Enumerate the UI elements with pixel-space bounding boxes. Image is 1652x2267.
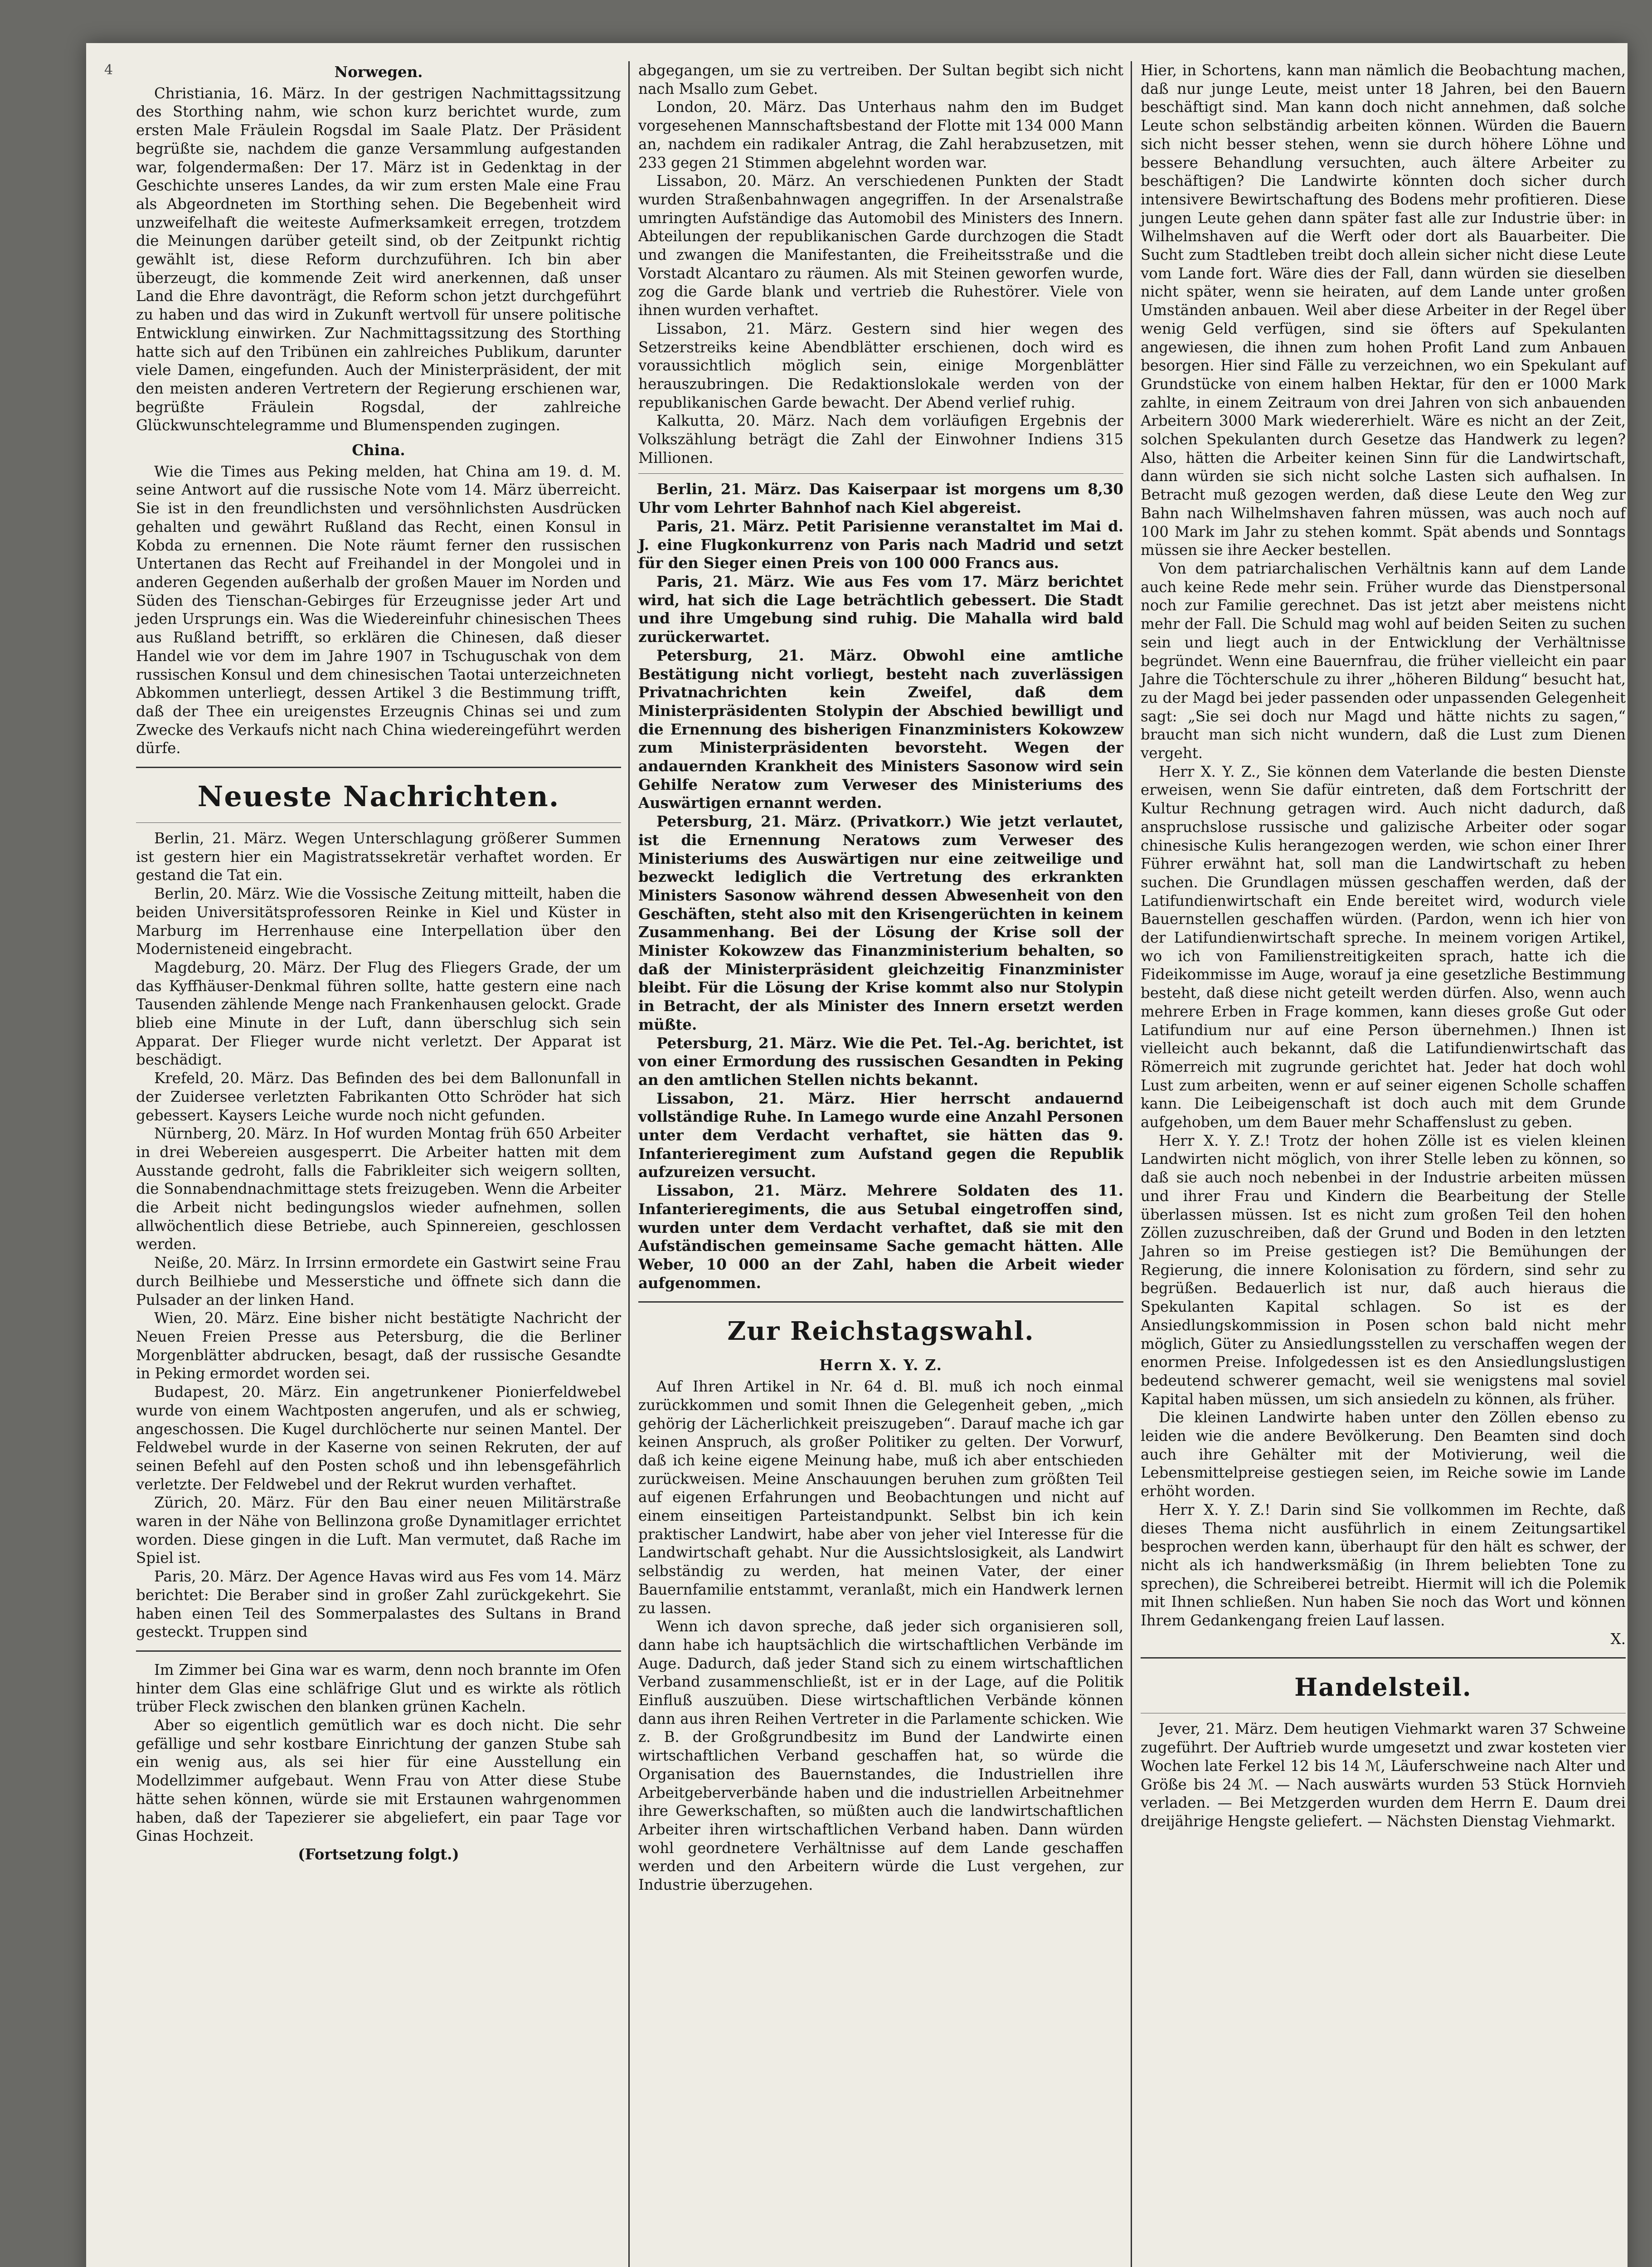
telegram-item: Berlin, 21. März. Das Kaiserpaar ist morgens um 8,30 Uhr vom Lehrter Bahnhof nach Kiel abgereist.: [638, 481, 1123, 517]
news-item: Krefeld, 20. März. Das Befinden des bei dem Ballonunfall in der Zuidersee verletzten Fabrikanten Otto Schröder hat sich gebessert. Kaysers Leiche wurde noch nicht gefunden.: [136, 1070, 621, 1124]
section-rule: [136, 767, 621, 768]
article-paragraph: Christiania, 16. März. In der gestrigen Nachmittagssitzung des Storthing nahm, wie schon kurz berichtet wurde, zum ersten Male Fräulein Rogsdal im Saale Platz. Der Präsident begrüßte sie, nachdem die ganze Versammlung aufgestanden war, folgendermaßen: Der 17. März ist in Gedenktag in der Geschichte unseres Landes, da wir zum ersten Male eine Frau als Abgeordneten im Storthing sehen. Die Begebenheit wird unzweifelhaft die weiteste Aufmerksamkeit erregen, trotzdem die Meinungen darüber geteilt sind, ob der Zeitpunkt richtig gewählt ist, diese Reform durchzuführen. Ich bin aber überzeugt, die kommende Zeit wird anerkennen, daß unser Land die Ehre davonträgt, die Reform schon jetzt durchgeführt zu haben und das wird in Zukunft wertvoll für unsere politische Entwicklung einwirken. Zur Nachmittagssitzung des Storthing hatte sich auf den Tribünen ein zahlreiches Publikum, darunter viele Damen, eingefunden. Auch der Ministerpräsident, der mit den meisten anderen Vertretern der Regierung erschienen war, begrüßte Fräulein Rogsdal, der zahlreiche Glückwunschtelegramme und Blumenspenden zugingen.: [136, 84, 621, 434]
section-rule: [136, 1650, 621, 1652]
feuilleton-paragraph: Im Zimmer bei Gina war es warm, denn noch brannte im Ofen hinter dem Glas eine schläfrige Glut und es wirkte als rötlich trüber Fleck zwischen den blanken grünen Kacheln.: [136, 1661, 621, 1716]
article-paragraph: Auf Ihren Artikel in Nr. 64 d. Bl. muß ich noch einmal zurückkommen und somit Ihnen die Gelegenheit geben, „mich gehörig der Lächerlichkeit preiszugeben“. Darauf mache ich gar keinen Anspruch, als großer Politiker zu gelten. Der Vorwurf, daß ich keine eigene Meinung habe, muß ich aber entschieden zurückweisen. Meine Anschauungen beruhen zum größten Teil auf eigenen Erfahrungen und Beobachtungen und nicht auf einem einseitigen Parteistandpunkt. Selbst bin ich kein praktischer Landwirt, habe aber von jeher viel Interesse für die Landwirtschaft gehabt. Nur die Aussichtslosigkeit, als Landwirt selbständig zu werden, hat meinen Vater, der einer Bauernfamilie entstammt, veranlaßt, mich ein Handwerk lernen zu lassen.: [638, 1378, 1123, 1617]
market-report: Jever, 21. März. Dem heutigen Viehmarkt waren 37 Schweine zugeführt. Der Auftrieb wurde umgesetzt und zwar kosteten vier Wochen late Ferkel 12 bis 14 ℳ, Läuferschweine nach Alter und Größe bis 24 ℳ. — Nach auswärts wurden 53 Stück Hornvieh verladen. — Bei Metzgerden wurden dem Herrn E. Daum drei dreijährige Hengste geliefert. — Nächsten Dienstag Viehmarkt.: [1141, 1720, 1626, 1830]
section-heading-china: China.: [352, 442, 405, 459]
news-item: Nürnberg, 20. März. In Hof wurden Montag früh 650 Arbeiter in drei Webereien ausgesperrt. Die Arbeiter hatten mit dem Ausstande gedroht, falls die Fabrikleiter sich weigern sollten, die Sonnabendnachmittage stets freizugeben. Wenn die Arbeiter die Arbeit nicht bedingungslos wieder aufnehmen, sollen allwöchentlich diese Betriebe, auch Spinnereien, geschlossen werden.: [136, 1125, 621, 1253]
section-rule: [1141, 1657, 1626, 1659]
news-item: abgegangen, um sie zu vertreiben. Der Sultan begibt sich nicht nach Msallo zum Gebet.: [638, 62, 1123, 97]
masthead-trade: Handelsteil.: [1294, 1673, 1472, 1702]
article-paragraph: Die kleinen Landwirte haben unter den Zöllen ebenso zu leiden wie die andere Bevölkerung. Den Beamten sind doch auch ihre Gehälter mit der Motivierung, weil die Lebensmittelpreise gestiegen seien, im Reiche sowie im Lande erhöht worden.: [1141, 1409, 1626, 1500]
divider: [638, 473, 1123, 474]
feuilleton-paragraph: Aber so eigentlich gemütlich war es doch nicht. Die sehr gefällige und sehr kostbare Einrichtung der ganzen Stube sah ein wenig aus, als sei hier für eine Ausstellung ein Modellzimmer aufgebaut. Wenn Frau von Atter diese Stube hätte sehen können, würde sie mit Erstaunen wahrgenommen haben, daß der Tapezierer sie abgeliefert, ein paar Tage vor Ginas Hochzeit.: [136, 1717, 621, 1845]
masthead-latest-news: Neueste Nachrichten.: [197, 780, 560, 813]
news-item: Paris, 20. März. Der Agence Havas wird aus Fes vom 14. März berichtet: Die Beraber sind in großer Zahl zurückgekehrt. Sie haben einen Teil des Sommerpalastes des Sultans in Brand gesteckt. Truppen sind: [136, 1568, 621, 1641]
news-item: Magdeburg, 20. März. Der Flug des Fliegers Grade, der um das Kyffhäuser-Denkmal führen sollte, hatte gestern eine nach Tausenden zählende Menge nach Frankenhausen gelockt. Grade blieb eine Minute in der Luft, dann überschlug sich sein Apparat. Der Flieger wurde nicht verletzt. Der Apparat ist beschädigt.: [136, 958, 621, 1069]
article-addressee: Herrn X. Y. Z.: [819, 1357, 943, 1374]
column-1: [104, 61, 621, 1864]
telegram-item: Petersburg, 21. März. Obwohl eine amtliche Bestätigung nicht vorliegt, besteht nach zuverlässigen Privatnachrichten kein Zweifel, daß dem Ministerpräsidenten Stolypin der Abschied bewilligt und die Ernennung des bisherigen Finanzministers Kokowzew zum Ministerpräsidenten bevorsteht. Wegen der andauernden Krankheit des Ministers Sasonow wird sein Gehilfe Neratow zum Verweser des Ministeriums des Auswärtigen ernannt werden.: [638, 647, 1123, 812]
news-item: Wien, 20. März. Eine bisher nicht bestätigte Nachricht der Neuen Freien Presse aus Petersburg, die die Berliner Morgenblätter abdrucken, besagt, daß der russische Gesandte in Peking ermordet worden sei.: [136, 1309, 621, 1382]
news-item: Lissabon, 21. März. Gestern sind hier wegen des Setzerstreiks keine Abendblätter erschienen, doch wird es voraussichtlich möglich sein, einige Morgenblätter herauszubringen. Die Redaktionslokale werden von der republikanischen Garde bewacht. Der Abend verlief ruhig.: [638, 320, 1123, 411]
article-paragraph: Hier, in Schortens, kann man nämlich die Beobachtung machen, daß nur junge Leute, meist unter 18 Jahren, bei den Bauern beschäftigt sind. Man kann doch nicht annehmen, daß solche Leute schon selbständig arbeiten können. Würden die Bauern sich nicht besser stehen, wenn sie durch höhere Löhne und bessere Behandlung versuchten, auch ältere Arbeiter zu beschäftigen? Die Landwirte könnten doch sicher durch intensivere Bewirtschaftung des Bodens mehr profitieren. Diese jungen Leute gehen dann später fast alle zur Industrie über: in Wilhelmshaven auf die Werft oder dort als Bauarbeiter. Die Sucht zum Stadtleben treibt doch allein sicher nicht diese Leute vom Lande fort. Wäre dies der Fall, dann würden sie dieselben nicht später, wenn sie heiraten, auf dem Lande unter großen Umständen anbauen. Weil aber diese Arbeiter in der Regel über wenig Geld verfügen, sind sie öfters auf Spekulanten angewiesen, die ihnen zum hohen Profit Land zum Anbauen besorgen. Hier sind Fälle zu verzeichnen, wo ein Spekulant auf Grundstücke von einem halben Hektar, für den er 1000 Mark zahlte, in einem Zeitraum von drei Jahren von sich anbauenden Arbeitern 3000 Mark wiedererhielt. Wäre es nicht an der Zeit, solchen Spekulanten durch Gesetze das Handwerk zu legen? Also, hätten die Arbeiter keinen Sinn für die Landwirtschaft, dann würden sie sich nicht solche Lasten sich aufhalsen. In Betracht muß gezogen werden, daß diese Leute den Weg zur Bahn nach Wilhelmshaven fahren müssen, was auch noch auf 100 Mark im Jahr zu stehen kommt. Spät abends und Sonntags müssen sie ihre Aecker bestellen.: [1141, 62, 1626, 559]
telegram-item: Paris, 21. März. Petit Parisienne veranstaltet im Mai d. J. eine Flugkonkurrenz von Paris nach Madrid und setzt für den Sieger einen Preis von 100 000 Francs aus.: [638, 517, 1123, 572]
news-item: London, 20. März. Das Unterhaus nahm den im Budget vorgesehenen Mannschaftsbestand der Flotte mit 134 000 Mann an, nachdem ein radikaler Antrag, die Zahl herabzusetzen, mit 233 gegen 21 Stimmen abgelehnt worden war.: [638, 98, 1123, 171]
column-divider: [628, 61, 630, 2267]
section-heading-norway: Norwegen.: [334, 63, 423, 81]
article-paragraph: Herr X. Y. Z.! Darin sind Sie vollkommen im Rechte, daß dieses Thema nicht ausführlich in einem Zeitungsartikel besprochen werden kann, überhaupt für den hält es schwer, der nicht als ich handwerksmäßig (in Ihrem beliebten Tone zu sprechen), die Schreiberei betreibt. Hiermit will ich die Polemik mit Ihnen schließen. Nun haben Sie noch das Wort und können Ihrem Gedankengang freien Lauf lassen.: [1141, 1501, 1626, 1630]
column-2: [638, 61, 1123, 1894]
news-item: Berlin, 21. März. Wegen Unterschlagung größerer Summen ist gestern hier ein Magistratssekretär verhaftet worden. Er gestand die Tat ein.: [136, 830, 621, 884]
page-number: 4: [104, 62, 113, 78]
news-item: Lissabon, 20. März. An verschiedenen Punkten der Stadt wurden Straßenbahnwagen angegriffen. In der Arsenalstraße umringten Aufständige das Automobil des Ministers des Innern. Abteilungen der republikanischen Garde durchzogen die Stadt und zwangen die Manifestanten, die Freiheitsstraße und die Vorstadt Alcantaro zu räumen. Als mit Steinen geworfen wurde, zog die Garde blank und vertrieb die Ruhestörer. Viele von ihnen wurden verhaftet.: [638, 172, 1123, 319]
telegram-item: Petersburg, 21. März. (Privatkorr.) Wie jetzt verlautet, ist die Ernennung Neratows zum Verweser des Ministeriums des Auswärtigen nur eine zeitweilige und bezweckt lediglich die Vertretung des erkrankten Ministers Sasonow während dessen Abwesenheit von den Geschäften, steht also mit den Krisengerüchten in keinem Zusammenhang. Bei der Lösung der Krise soll der Minister Kokowzew das Finanzministerium behalten, so daß der Ministerpräsident gleichzeitig Finanzminister bleibt. Für die Lösung der Krise kommt also nur Stolypin in Betracht, der als Minister des Innern ersetzt werden müßte.: [638, 813, 1123, 1033]
section-rule: [638, 1301, 1123, 1303]
news-item: Budapest, 20. März. Ein angetrunkener Pionierfeldwebel wurde von einem Wachtposten angerufen, und als er schwieg, angeschossen. Die Kugel durchlöcherte nur seinen Mantel. Der Feldwebel wurde in der Kaserne von seinen Rekruten, der auf seinen Befehl auf den Posten schoß und ihn lebensgefährlich verletzte. Der Feldwebel und der Rekrut wurden verhaftet.: [136, 1383, 621, 1493]
telegram-item: Paris, 21. März. Wie aus Fes vom 17. März berichtet wird, hat sich die Lage beträchtlich gebessert. Die Stadt und ihre Umgebung sind ruhig. Die Mahalla wird bald zurückerwartet.: [638, 573, 1123, 646]
article-signature: X.: [1610, 1630, 1626, 1648]
article-paragraph: Wie die Times aus Peking melden, hat China am 19. d. M. seine Antwort auf die russische Note vom 14. März überreicht. Sie ist in den freundlichsten und versöhnlichsten Ausdrücken gehalten und gewährt Rußland das Recht, einen Konsul in Kobda zu ernennen. Die Note räumt ferner den russischen Untertanen das Recht auf Freihandel in der Mongolei und in anderen Gegenden außerhalb der großen Mauer im Norden und Süden des Tienschan-Gebirges für Erzeugnisse jeder Art und jeden Ursprungs ein. Was die Wiedereinfuhr chinesischen Thees aus Rußland betrifft, so erklären die Chinesen, daß dieser Handel wie vor dem im Jahre 1907 in Tschuguschak von dem russischen Konsul und dem chinesischen Taotai unterzeichneten Abkommen unterliegt, dessen Artikel 3 die Bestimmung trifft, daß der Thee ein ureigenstes Erzeugnis Chinas sei und zum Zwecke des Verkaufs nicht nach China wiedereingeführt werden dürfe.: [136, 462, 621, 757]
article-paragraph: Herr X. Y. Z., Sie können dem Vaterlande die besten Dienste erweisen, wenn Sie dafür eintreten, daß dem Fortschritt der Kultur Rechnung getragen wird. Auch nicht dadurch, daß anspruchslose russische und galizische Arbeiter oder sogar chinesische Kulis herangezogen werden, wie schon einer Ihrer Führer erwähnt hat, soll man die Landwirtschaft zu heben suchen. Die Grundlagen müssen geschaffen werden, daß der Latifundienwirtschaft ein Ende bereitet wird, wodurch viele Bauernstellen geschaffen würden. (Pardon, wenn ich hier von der Latifundienwirtschaft spreche. In meinem vorigen Artikel, wo ich von Familienstreitigkeiten sprach, hatte ich die Fideikommisse im Auge, worauf ja eine gesetzliche Bestimmung besteht, daß diese nicht geteilt werden dürfen. Also, wenn auch mehrere Erben in Frage kommen, kann dieses große Gut oder Latifundium nur auf eine Person übernehmen.) Ihnen ist vielleicht auch bekannt, daß die Latifundienwirtschaft das Römerreich mit zugrunde gerichtet hat. Jeder hat doch wohl Lust zum arbeiten, wenn er auf seiner eigenen Scholle schaffen kann. Die Leibeigenschaft ist doch auch mit dem Grunde aufgehoben, um dem Bauer mehr Schaffenslust zu geben.: [1141, 763, 1626, 1131]
news-item: Neiße, 20. März. In Irrsinn ermordete ein Gastwirt seine Frau durch Beilhiebe und Messerstiche und öffnete sich dann die Pulsader an der linken Hand.: [136, 1254, 621, 1309]
article-paragraph: Von dem patriarchalischen Verhältnis kann auf dem Lande auch keine Rede mehr sein. Früher wurde das Dienstpersonal noch zur Familie gerechnet. Das ist jetzt aber meistens nicht mehr der Fall. Die Schuld mag wohl auf beiden Seiten zu suchen sein und liegt auch in der Entwicklung der Verhältnisse begründet. Wenn eine Bauernfrau, die früher vielleicht ein paar Jahre die Töchterschule zu ihrer „höheren Bildung“ besucht hat, zu der Magd bei jeder passenden oder unpassenden Gelegenheit sagt: „Sie sei doch nur Magd und hätte nichts zu sagen,“ braucht man sich nicht wundern, daß die Lust zum Dienen vergeht.: [1141, 559, 1626, 762]
telegram-item: Petersburg, 21. März. Wie die Pet. Tel.-Ag. berichtet, ist von einer Ermordung des russischen Gesandten in Peking an den amtlichen Stellen nichts bekannt.: [638, 1034, 1123, 1089]
column-3: [1141, 61, 1626, 1831]
masthead-election: Zur Reichstagswahl.: [727, 1316, 1035, 1347]
newspaper-page: [86, 43, 1628, 2267]
divider: [136, 822, 621, 823]
continued-note: (Fortsetzung folgt.): [298, 1845, 459, 1863]
article-paragraph: Herr X. Y. Z.! Trotz der hohen Zölle ist es vielen kleinen Landwirten nicht möglich, von ihrer Stelle leben zu können, so daß sie auch noch nebenbei in der Industrie arbeiten müssen und ihrer Frau und Kindern die Bearbeitung der Stelle überlassen müssen. Ist es nicht zum großen Teil den hohen Zöllen zuzuschreiben, daß der Grund und Boden in den letzten Jahren so im Preise gestiegen ist? Die Bemühungen der Regierung, die innere Kolonisation zu fördern, sind sehr zu begrüßen. Bedauerlich ist nur, daß auch hieraus die Spekulanten Kapital schlagen. So ist es der Ansiedlungskommission in Posen schon bald nicht mehr möglich, Güter zu Ansiedlungsstellen zu verschaffen wegen der enormen Preise. Infolgedessen ist es den Ansiedlungslustigen bedeutend schwerer gemacht, weil sie wenigstens mal soviel Kapital haben müssen, um sich ansiedeln zu können, als früher.: [1141, 1132, 1626, 1408]
news-item: Kalkutta, 20. März. Nach dem vorläufigen Ergebnis der Volkszählung beträgt die Zahl der Einwohner Indiens 315 Millionen.: [638, 412, 1123, 467]
column-divider: [1131, 61, 1132, 2267]
article-paragraph: Wenn ich davon spreche, daß jeder sich organisieren soll, dann habe ich hauptsächlich die wirtschaftlichen Verbände im Auge. Dadurch, daß jeder Stand sich zu einem wirtschaftlichen Verband zusammenschließt, ist er in der Lage, auf die Politik Einfluß auszuüben. Diese wirtschaftlichen Verbände können dann aus ihren Reihen Vertreter in die Parlamente schicken. Wie z. B. der Großgrundbesitz im Bund der Landwirte einen wirtschaftlichen Verband geschaffen hat, so würde die Organisation des Bauernstandes, die Industriellen ihre Arbeitgeberverbände haben und die industriellen Arbeitnehmer ihre Gewerkschaften, so müßten auch die landwirtschaftlichen Arbeiter ihren wirtschaftlichen Verband haben. Dann würden wohl geordnetere Verhältnisse auf dem Lande geschaffen werden und den Arbeitern würde die Lust vergehen, zur Industrie überzugehen.: [638, 1618, 1123, 1894]
news-item: Zürich, 20. März. Für den Bau einer neuen Militärstraße waren in der Nähe von Bellinzona große Dynamitlager errichtet worden. Diese gingen in die Luft. Man vermutet, daß Rache im Spiel ist.: [136, 1494, 621, 1567]
telegram-item: Lissabon, 21. März. Mehrere Soldaten des 11. Infanterieregiments, die aus Setubal eingetroffen sind, wurden unter dem Verdacht verhaftet, daß sie mit den Aufständischen gemeinsame Sache gemacht hätten. Alle Weber, 10 000 an der Zahl, haben die Arbeit wieder aufgenommen.: [638, 1182, 1123, 1292]
news-item: Berlin, 20. März. Wie die Vossische Zeitung mitteilt, haben die beiden Universitätsprofessoren Reinke in Kiel und Küster in Marburg im Herrenhause eine Interpellation über den Modernisteneid eingebracht.: [136, 885, 621, 958]
telegram-item: Lissabon, 21. März. Hier herrscht andauernd vollständige Ruhe. In Lamego wurde eine Anzahl Personen unter dem Verdacht verhaftet, sie hätten das 9. Infanterieregiment zum Aufstand gegen die Republik aufzureizen versucht.: [638, 1090, 1123, 1181]
